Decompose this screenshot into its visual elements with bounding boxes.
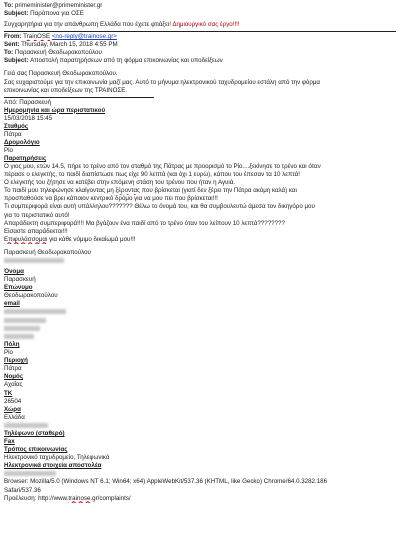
browser-line-2: Safari/537.36 [4,486,41,494]
fwd-subject-line [4,57,396,65]
remarks-line-4a: Το παιδί μου τηλεφώνησε κλαίγοντας μη [4,187,114,195]
body-line-2: επικοινωνίας και υποδείξεων της ΤΡΑΙΝΟΣΕ. [4,86,128,94]
redacted-address-1 [4,318,46,323]
route-value: Ρίο [4,147,13,154]
redacted-address-3 [4,334,34,339]
fwd-sent-label: Sent: [4,41,20,49]
postcode-value: 26504 [4,397,22,405]
origin-label: Προέλευση: [4,494,37,502]
intro-text-red: Δημιουργικό σας έργο!!!! [172,21,240,29]
from-line: Από: Παρασκευή [4,98,51,106]
origin-line [4,495,396,503]
remarks-line-7: για το περιστατικό αυτό! [4,211,70,219]
intro-text: Συγχαρητήρια για την απάνθρωπη Ελλάδα που έχετε φτιάξει! [4,21,171,29]
region-value: Πάτρα [4,365,22,373]
postcode-label: ΤΚ [4,389,13,397]
prefecture-label: Νομός [4,373,24,381]
redacted-phone [4,258,64,263]
remarks-line-4b: ξέροντας [115,187,141,195]
remarks-line-4 [4,187,396,195]
email-label: email [4,300,20,308]
remarks-line-1: Ο γιος μου, ετών 14.5, πήρε το τρένο από τον σταθμό της Πάτρας με προορισμό το Ρίο....ξεκίνησε το τρένο και όταν [4,163,321,171]
remarks-line-10b: για κάθε νόμιμο δικαίωμά μου!!! [49,235,136,243]
signature: Παρασκευή Θεοδωρακοπούλου [4,248,91,256]
fwd-sent-line [4,41,396,49]
remarks-line-8: Απαράδεκτη συμπεριφορά!!!! Μα βγάζουν ένα παιδί από το τρένο όταν του λείπουν 10 λεπτά???????? [4,219,285,227]
intro-line [4,21,396,29]
fwd-from-label: From: [4,33,22,41]
remarks-line-9: Είσαστε απαράδεκτοι!!! [4,227,68,235]
divider [4,31,396,32]
remarks-label: Παρατηρήσεις [4,155,47,163]
greeting: Γειά σας Παρασκευή Θεοδωρακοπούλου. [4,70,118,78]
surname-value: Θεοδωρακοπούλου [4,292,58,300]
fwd-to-line [4,49,396,57]
remarks-line-6: Τι συμπεριφορά είναι αυτή υπάλληλου??????? Θέλω το όνομά του, και θα συμβουλευτώ άμεσα τον δικηγόρο μου [4,203,315,211]
fwd-to-label: To: [4,49,14,57]
origin-suffix: .gr/complaints/ [90,494,131,502]
remarks-line-3: Ο ελεγκτής του ζήτησε να κατέβει στην επόμενη στάση του τρένου που ήταν η Αγυιά. [4,179,236,187]
contact-method-label: Τρόπος επικοινωνίας [4,446,68,454]
body-line-1: Σας ευχαριστούμε για την επικοινωνία μαζί μας. Αυτό το μήνυμα ηλεκτρονικού ταχυδρομείου εστάλη από την φόρμα [4,78,321,86]
redacted-ip [4,471,56,476]
origin-link[interactable]: trainose [68,494,91,502]
datetime-value: 15/03/2018 15:45 [4,114,53,122]
station-label: Σταθμός [4,122,29,130]
surname-label: Επώνυμο [4,284,33,292]
subject-line [4,10,396,18]
station-value: Πάτρα [4,130,22,138]
contact-method-value: Ηλεκτρονικό ταχυδρομείο, Τηλεφωνικά [4,454,110,462]
body-divider [4,97,154,98]
to-address: primeminister@primeminister.gr [14,2,103,9]
sending-info-label: Ηλεκτρονικά στοιχεία αποστολέα [4,462,102,470]
name-value: Παρασκευή [4,276,36,284]
to-label: To: [4,2,14,9]
fwd-subject-label: Subject: [4,57,29,65]
redacted-email [4,309,66,314]
fwd-from-name: TrainOSE [23,33,51,41]
fax-label: Fax [4,438,15,446]
remarks-line-2: πέρασε ο ελεγκτής, το παιδί διαπίστωσε πως είχε 90 λεπτά (και όχι 1 ευρώ), κάπου του έπεσαν τα 10 λεπτά! [4,171,300,179]
fwd-sent-value: Thursday, March 15, 2018 4:55 PM [21,41,118,49]
region-label: Περιοχή [4,357,28,365]
subject-text: Παράπονα για ΟΣΕ [30,10,84,18]
fwd-subject-value: Αποστολή παρατηρήσεων από τη φόρμα επικοινωνίας και υποδείξεων [30,57,223,65]
prefecture-value: Αχαΐας [4,381,23,389]
country-value: Ελλάδα [4,413,25,421]
email-document [4,2,396,503]
phone-label: Τηλέφωνο (σταθερό) [4,429,65,437]
city-value: Ρίο [4,349,13,357]
remarks-line-5: προσπαθούσε να βρει κάποιον κεντρικό δρόμο για να μου πει που βρίσκεται!!! [4,195,218,203]
remarks-line-10 [4,236,396,244]
remarks-line-10a: Επιφυλάσσομαι [4,235,48,243]
remarks-line-4c: που βρίσκεται (γιατί δεν ξέρει την Πάτρα ακόμη καλά) και [141,187,297,195]
country-label: Χώρα [4,405,21,413]
route-label: Δρομολόγιο [4,138,40,146]
subject-label: Subject: [4,10,29,18]
to-line [4,2,396,10]
datetime-label: Ημερομηνία και ώρα περιστατικού [4,106,106,114]
origin-prefix: http://www. [38,494,69,502]
city-label: Πόλη [4,341,20,349]
fwd-from-email[interactable]: <no-reply@trainose.gr> [51,33,117,41]
redacted-address-2 [4,326,40,331]
name-label: Όνομα [4,268,24,276]
fwd-from-line [4,33,396,41]
redacted-line [4,423,48,428]
browser-line-1: Browser: Mozilla/5.0 (Windows NT 6.1; Win64; x64) AppleWebKit/537.36 (KHTML, like Gecko) Chrome/64.0.3282.186 [4,478,328,486]
fwd-to-value: Παρασκευή Θεοδωρακοπούλου [14,49,102,57]
